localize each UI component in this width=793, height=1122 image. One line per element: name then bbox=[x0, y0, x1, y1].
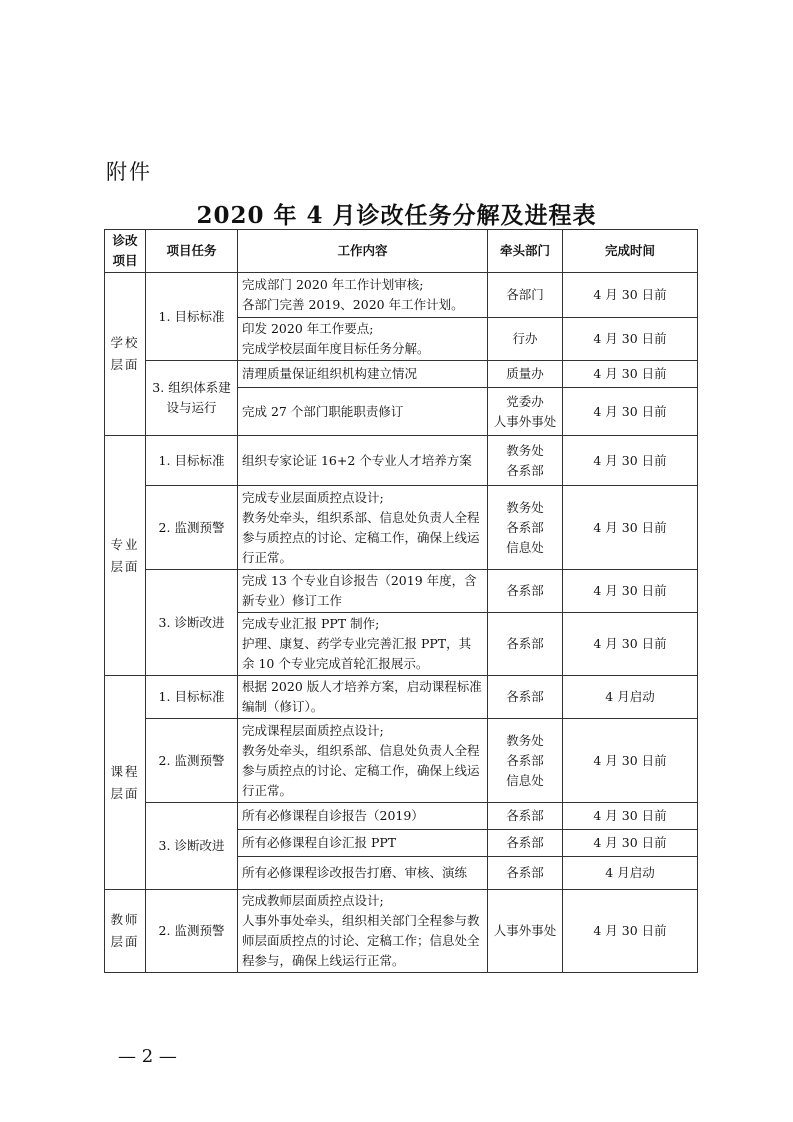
time-cell: 4 月启动 bbox=[563, 857, 698, 890]
page-number: — 2 — bbox=[118, 1046, 177, 1067]
dept-cell: 行办 bbox=[488, 318, 563, 361]
task-cell: 1. 目标标准 bbox=[146, 273, 238, 361]
attachment-label: 附件 bbox=[106, 160, 152, 184]
dept-cell: 党委办 人事外事处 bbox=[488, 388, 563, 436]
content-cell: 完成专业汇报 PPT 制作; 护理、康复、药学专业完善汇报 PPT，其余 10 个专业完成首轮汇报展示。 bbox=[238, 613, 488, 676]
task-cell: 2. 监测预警 bbox=[146, 486, 238, 570]
table-row bbox=[105, 570, 698, 613]
table-row bbox=[105, 486, 698, 570]
time-cell: 4 月 30 日前 bbox=[563, 613, 698, 676]
time-cell: 4 月 30 日前 bbox=[563, 361, 698, 388]
dept-cell: 各系部 bbox=[488, 830, 563, 857]
header-task: 项目任务 bbox=[146, 230, 238, 273]
table-row bbox=[105, 890, 698, 973]
table-row bbox=[105, 803, 698, 830]
category-cell: 学校 层面 bbox=[105, 273, 146, 436]
content-cell: 完成教师层面质控点设计; 人事外事处牵头，组织相关部门全程参与教师层面质控点的讨论、定稿工作；信息处全程参与，确保上线运行正常。 bbox=[238, 890, 488, 973]
task-table bbox=[104, 229, 698, 973]
task-cell: 1. 目标标准 bbox=[146, 436, 238, 486]
time-cell: 4 月 30 日前 bbox=[563, 486, 698, 570]
dept-cell: 人事外事处 bbox=[488, 890, 563, 973]
time-cell: 4 月 30 日前 bbox=[563, 803, 698, 830]
table-row bbox=[105, 361, 698, 388]
header-content: 工作内容 bbox=[238, 230, 488, 273]
table-row bbox=[105, 273, 698, 318]
dept-cell: 质量办 bbox=[488, 361, 563, 388]
time-cell: 4 月 30 日前 bbox=[563, 318, 698, 361]
content-cell: 清理质量保证组织机构建立情况 bbox=[238, 361, 488, 388]
dept-cell: 各系部 bbox=[488, 613, 563, 676]
task-cell: 3. 诊断改进 bbox=[146, 803, 238, 890]
dept-cell: 各系部 bbox=[488, 803, 563, 830]
content-cell: 组织专家论证 16+2 个专业人才培养方案 bbox=[238, 436, 488, 486]
table-header-row bbox=[105, 230, 698, 273]
content-cell: 完成 13 个专业自诊报告（2019 年度，含新专业）修订工作 bbox=[238, 570, 488, 613]
header-time: 完成时间 bbox=[563, 230, 698, 273]
table-row bbox=[105, 436, 698, 486]
category-cell: 教师 层面 bbox=[105, 890, 146, 973]
page-title: 2020 年 4 月诊改任务分解及进程表 bbox=[196, 202, 597, 229]
dept-cell: 各系部 bbox=[488, 570, 563, 613]
content-cell: 所有必修课程自诊报告（2019） bbox=[238, 803, 488, 830]
content-cell: 完成专业层面质控点设计; 教务处牵头，组织系部、信息处负责人全程参与质控点的讨论、定稿工作，确保上线运行正常。 bbox=[238, 486, 488, 570]
time-cell: 4 月 30 日前 bbox=[563, 570, 698, 613]
task-cell: 1. 目标标准 bbox=[146, 676, 238, 719]
task-cell: 2. 监测预警 bbox=[146, 719, 238, 803]
dept-cell: 教务处 各系部 bbox=[488, 436, 563, 486]
dept-cell: 教务处 各系部 信息处 bbox=[488, 486, 563, 570]
time-cell: 4 月 30 日前 bbox=[563, 830, 698, 857]
header-category: 诊改 项目 bbox=[105, 230, 146, 273]
time-cell: 4 月 30 日前 bbox=[563, 273, 698, 318]
dept-cell: 各部门 bbox=[488, 273, 563, 318]
category-cell: 专业 层面 bbox=[105, 436, 146, 676]
time-cell: 4 月 30 日前 bbox=[563, 719, 698, 803]
task-cell: 3. 组织体系建设与运行 bbox=[146, 361, 238, 436]
content-cell: 完成 27 个部门职能职责修订 bbox=[238, 388, 488, 436]
dept-cell: 各系部 bbox=[488, 857, 563, 890]
dept-cell: 各系部 bbox=[488, 676, 563, 719]
time-cell: 4 月 30 日前 bbox=[563, 890, 698, 973]
content-cell: 印发 2020 年工作要点; 完成学校层面年度目标任务分解。 bbox=[238, 318, 488, 361]
content-cell: 完成部门 2020 年工作计划审核; 各部门完善 2019、2020 年工作计划。 bbox=[238, 273, 488, 318]
header-dept: 牵头部门 bbox=[488, 230, 563, 273]
table-row bbox=[105, 676, 698, 719]
content-cell: 完成课程层面质控点设计; 教务处牵头，组织系部、信息处负责人全程参与质控点的讨论、定稿工作，确保上线运行正常。 bbox=[238, 719, 488, 803]
category-cell: 课程 层面 bbox=[105, 676, 146, 890]
time-cell: 4 月 30 日前 bbox=[563, 436, 698, 486]
dept-cell: 教务处 各系部 信息处 bbox=[488, 719, 563, 803]
content-cell: 根据 2020 版人才培养方案，启动课程标准编制（修订）。 bbox=[238, 676, 488, 719]
table-row bbox=[105, 719, 698, 803]
content-cell: 所有必修课程自诊汇报 PPT bbox=[238, 830, 488, 857]
task-cell: 2. 监测预警 bbox=[146, 890, 238, 973]
task-cell: 3. 诊断改进 bbox=[146, 570, 238, 676]
time-cell: 4 月 30 日前 bbox=[563, 388, 698, 436]
time-cell: 4 月启动 bbox=[563, 676, 698, 719]
content-cell: 所有必修课程诊改报告打磨、审核、演练 bbox=[238, 857, 488, 890]
